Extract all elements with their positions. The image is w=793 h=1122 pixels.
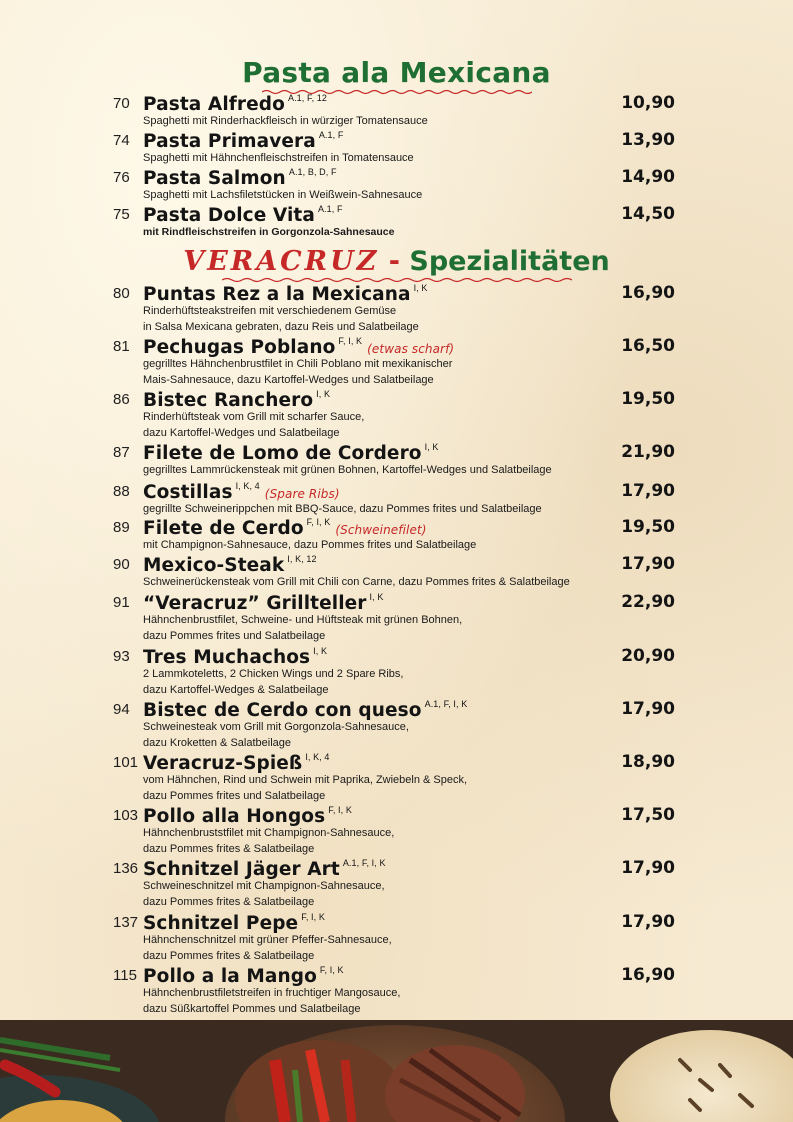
veracruz-title-text: Spezialitäten (409, 246, 610, 277)
item-price: 16,50 (621, 336, 675, 356)
item-number: 70 (113, 95, 130, 112)
item-price: 13,90 (621, 130, 675, 150)
item-name (143, 336, 454, 358)
item-name (143, 699, 467, 721)
item-price: 10,90 (621, 93, 675, 113)
item-price: 17,90 (621, 699, 675, 719)
item-number: 101 (113, 754, 139, 771)
section-title-veracruz (0, 246, 793, 283)
item-description: Hähnchenbrustfiletstreifen in fruchtiger Mangosauce, (143, 987, 401, 999)
item-price: 17,90 (621, 912, 675, 932)
allergen-codes: F, I, K (338, 336, 363, 346)
item-description: dazu Pommes frites & Salatbeilage (143, 950, 315, 962)
item-description: dazu Pommes frites & Salatbeilage (143, 843, 315, 855)
allergen-codes: A.1, F, I, K (342, 858, 386, 868)
item-number: 103 (113, 807, 139, 824)
item-number: 91 (113, 594, 130, 611)
allergen-codes: A.1, F, I, K (424, 699, 468, 709)
veracruz-logo-text: VERACRUZ (183, 246, 380, 277)
item-number: 75 (113, 206, 130, 223)
item-number: 74 (113, 132, 130, 149)
item-price: 19,50 (621, 389, 675, 409)
item-note: (Schweinefilet) (335, 523, 427, 537)
item-name-text: Filete de Cerdo (143, 518, 304, 539)
item-name-text: “Veracruz” Grillteller (143, 593, 367, 614)
item-description: Rinderhüftsteakstreifen mit verschiedenem Gemüse (143, 305, 397, 317)
allergen-codes: I, K (316, 389, 331, 399)
item-number: 94 (113, 701, 130, 718)
item-name-text: Mexico-Steak (143, 555, 285, 576)
allergen-codes: A.1, F, 12 (287, 93, 327, 103)
item-description: Spaghetti mit Rinderhackfleisch in würziger Tomatensauce (143, 115, 428, 127)
item-price: 21,90 (621, 442, 675, 462)
allergen-codes: F, I, K (301, 912, 325, 922)
item-price: 19,50 (621, 517, 675, 537)
title-dash: - (388, 246, 400, 277)
item-name-text: Pasta Alfredo (143, 94, 285, 115)
allergen-codes: A.1, F (317, 204, 343, 214)
item-name-text: Pasta Primavera (143, 131, 316, 152)
allergen-codes: F, I, K (328, 805, 352, 815)
item-description: dazu Süßkartoffel Pommes und Salatbeilage (143, 1003, 361, 1015)
item-name-text: Pasta Dolce Vita (143, 205, 315, 226)
allergen-codes: I, K, 4 (305, 752, 330, 762)
item-price: 17,90 (621, 481, 675, 501)
allergen-codes: F, I, K (306, 517, 331, 527)
item-description: dazu Pommes frites und Salatbeilage (143, 630, 326, 642)
item-price: 20,90 (621, 646, 675, 666)
item-name-text: Schnitzel Jäger Art (143, 859, 340, 880)
item-name-text: Costillas (143, 482, 233, 503)
item-description: Schweineschnitzel mit Champignon-Sahnesauce, (143, 880, 385, 892)
allergen-codes: I, K, 4 (235, 481, 260, 491)
item-price: 16,90 (621, 283, 675, 303)
item-price: 17,90 (621, 554, 675, 574)
allergen-codes: F, I, K (319, 965, 344, 975)
item-description: gegrillte Schweinerippchen mit BBQ-Sauce, dazu Pommes frites und Salatbeilage (143, 503, 542, 515)
item-price: 22,90 (621, 592, 675, 612)
item-name (143, 442, 439, 464)
item-description: Spaghetti mit Lachsfiletstücken in Weißwein-Sahnesauce (143, 189, 423, 201)
item-name (143, 752, 330, 774)
item-name (143, 93, 327, 115)
item-price: 14,50 (621, 204, 675, 224)
item-note: (Spare Ribs) (264, 487, 340, 501)
item-number: 90 (113, 556, 130, 573)
item-name-text: Pechugas Poblano (143, 337, 336, 358)
item-name (143, 204, 343, 226)
item-description: Schweinerückensteak vom Grill mit Chili con Carne, dazu Pommes frites & Salatbeilage (143, 576, 570, 588)
item-number: 88 (113, 483, 130, 500)
item-note: (etwas scharf) (367, 342, 455, 356)
allergen-codes: I, K, 12 (287, 554, 317, 564)
item-name (143, 481, 340, 503)
item-name-text: Veracruz-Spieß (143, 753, 303, 774)
item-description: in Salsa Mexicana gebraten, dazu Reis und Salatbeilage (143, 321, 419, 333)
item-name (143, 646, 327, 668)
item-price: 18,90 (621, 752, 675, 772)
item-name-text: Pollo a la Mango (143, 966, 317, 987)
item-number: 76 (113, 169, 130, 186)
item-number: 81 (113, 338, 130, 355)
item-price: 17,90 (621, 858, 675, 878)
item-description: Hähnchenbruststfilet mit Champignon-Sahnesauce, (143, 827, 395, 839)
item-description: Schweinesteak vom Grill mit Gorgonzola-Sahnesauce, (143, 721, 409, 733)
allergen-codes: I, K (313, 646, 328, 656)
allergen-codes: I, K (369, 592, 384, 602)
item-name (143, 167, 337, 189)
item-description: dazu Kartoffel-Wedges & Salatbeilage (143, 684, 329, 696)
item-description: dazu Kartoffel-Wedges und Salatbeilage (143, 427, 340, 439)
item-description: Spaghetti mit Hähnchenfleischstreifen in Tomatensauce (143, 152, 414, 164)
item-description: gegrilltes Lammrückensteak mit grünen Bohnen, Kartoffel-Wedges und Salatbeilage (143, 464, 552, 476)
item-description: 2 Lammkoteletts, 2 Chicken Wings und 2 Spare Ribs, (143, 668, 404, 680)
item-price: 16,90 (621, 965, 675, 985)
allergen-codes: A.1, B, D, F (288, 167, 337, 177)
item-description: Mais-Sahnesauce, dazu Kartoffel-Wedges und Salatbeilage (143, 374, 434, 386)
item-name-text: Pasta Salmon (143, 168, 286, 189)
item-name (143, 965, 344, 987)
item-description: Rinderhüftsteak vom Grill mit scharfer Sauce, (143, 411, 365, 423)
grilled-food-image (0, 1020, 793, 1122)
item-name (143, 858, 386, 880)
item-description: mit Rindfleischstreifen in Gorgonzola-Sahnesauce (143, 226, 395, 238)
item-price: 14,90 (621, 167, 675, 187)
item-name (143, 805, 352, 827)
item-name (143, 912, 325, 934)
item-description: mit Champignon-Sahnesauce, dazu Pommes frites und Salatbeilage (143, 539, 477, 551)
allergen-codes: I, K (413, 283, 428, 293)
item-number: 137 (113, 914, 139, 931)
item-description: dazu Pommes frites & Salatbeilage (143, 896, 315, 908)
item-name-text: Bistec Ranchero (143, 390, 314, 411)
item-name-text: Schnitzel Pepe (143, 913, 299, 934)
item-number: 87 (113, 444, 130, 461)
item-name-text: Pollo alla Hongos (143, 806, 326, 827)
item-name (143, 130, 343, 152)
allergen-codes: A.1, F (318, 130, 344, 140)
item-price: 17,50 (621, 805, 675, 825)
item-description: Hähnchenbrustfilet, Schweine- und Hüftsteak mit grünen Bohnen, (143, 614, 463, 626)
allergen-codes: I, K (424, 442, 439, 452)
food-photo-banner (0, 1020, 793, 1122)
item-name-text: Bistec de Cerdo con queso (143, 700, 422, 721)
item-description: Hähnchenschnitzel mit grüner Pfeffer-Sahnesauce, (143, 934, 392, 946)
item-number: 86 (113, 391, 130, 408)
pasta-title-text: Pasta ala Mexicana (242, 56, 551, 89)
item-description: dazu Kroketten & Salatbeilage (143, 737, 291, 749)
item-name (143, 283, 428, 305)
item-name (143, 517, 427, 539)
item-description: gegrilltes Hähnchenbrustfilet in Chili Poblano mit mexikanischer (143, 358, 453, 370)
item-number: 136 (113, 860, 139, 877)
item-name (143, 554, 317, 576)
item-description: dazu Pommes frites und Salatbeilage (143, 790, 326, 802)
section-title-pasta (0, 56, 793, 95)
item-name-text: Puntas Rez a la Mexicana (143, 284, 411, 305)
item-number: 93 (113, 648, 130, 665)
item-number: 89 (113, 519, 130, 536)
item-name-text: Filete de Lomo de Cordero (143, 443, 422, 464)
item-name-text: Tres Muchachos (143, 647, 311, 668)
item-number: 80 (113, 285, 130, 302)
item-name (143, 592, 383, 614)
item-description: vom Hähnchen, Rind und Schwein mit Paprika, Zwiebeln & Speck, (143, 774, 468, 786)
item-number: 115 (113, 967, 137, 984)
item-name (143, 389, 330, 411)
